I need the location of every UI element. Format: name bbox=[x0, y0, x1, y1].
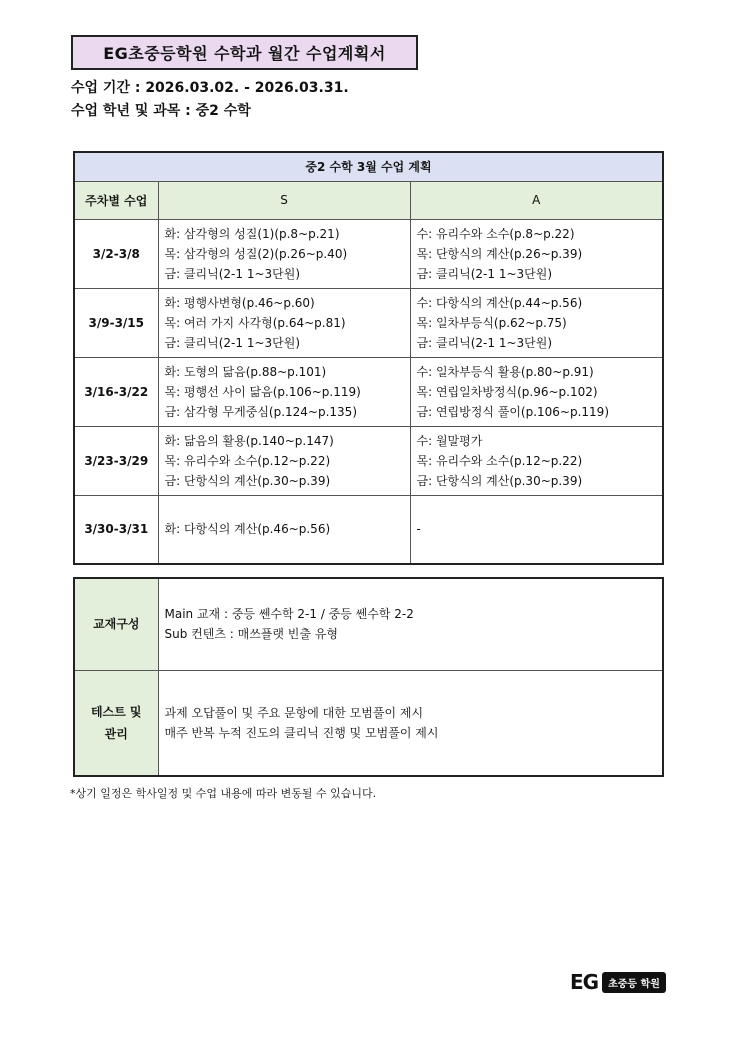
schedule-row bbox=[74, 219, 663, 288]
week-range: 3/30-3/31 bbox=[74, 495, 158, 564]
lesson-line: 목: 연립일차방정식(p.96~p.102) bbox=[416, 384, 598, 399]
management-content bbox=[158, 670, 663, 776]
lesson-line: 수: 월말평가 bbox=[416, 433, 483, 448]
schedule-row bbox=[74, 357, 663, 426]
materials-content bbox=[158, 578, 663, 670]
schedule-row bbox=[74, 288, 663, 357]
lesson-line: 금: 단항식의 계산(p.30~p.39) bbox=[416, 473, 583, 488]
lesson-line: 금: 단항식의 계산(p.30~p.39) bbox=[164, 473, 331, 488]
lesson-line: 금: 클리닉(2-1 1~3단원) bbox=[164, 266, 301, 281]
lesson-line: 목: 단항식의 계산(p.26~p.39) bbox=[416, 246, 583, 261]
management-line: 과제 오답풀이 및 주요 문항에 대한 모범풀이 제시 bbox=[164, 705, 424, 720]
lesson-line: 금: 클리닉(2-1 1~3단원) bbox=[164, 335, 301, 350]
lesson-line: 금: 클리닉(2-1 1~3단원) bbox=[416, 266, 553, 281]
lesson-line: - bbox=[416, 522, 421, 537]
week-range: 3/2-3/8 bbox=[74, 219, 158, 288]
lesson-line: 수: 유리수와 소수(p.8~p.22) bbox=[416, 226, 575, 241]
col-header-s: S bbox=[158, 181, 410, 219]
lesson-line: 목: 여러 가지 사각형(p.64~p.81) bbox=[164, 315, 346, 330]
materials-line: Main 교재 : 중등 쎈수학 2-1 / 중등 쎈수학 2-2 bbox=[164, 607, 414, 622]
lesson-line: 금: 삼각형 무게중심(p.124~p.135) bbox=[164, 404, 357, 419]
lesson-line: 목: 평행선 사이 닮음(p.106~p.119) bbox=[164, 384, 361, 399]
lesson-line: 목: 유리수와 소수(p.12~p.22) bbox=[164, 453, 331, 468]
lessons-s bbox=[158, 357, 410, 426]
week-range: 3/9-3/15 bbox=[74, 288, 158, 357]
class-period: 수업 기간 : 2026.03.02. - 2026.03.31. bbox=[71, 80, 349, 96]
lesson-line: 수: 일차부등식 활용(p.80~p.91) bbox=[416, 364, 594, 379]
lessons-a bbox=[410, 357, 663, 426]
week-range: 3/16-3/22 bbox=[74, 357, 158, 426]
lessons-a bbox=[410, 495, 663, 564]
lesson-line: 화: 도형의 닮음(p.88~p.101) bbox=[164, 364, 327, 379]
management-label-line: 테스트 및 bbox=[90, 704, 142, 719]
lesson-line: 화: 평행사변형(p.46~p.60) bbox=[164, 295, 315, 310]
lessons-a bbox=[410, 426, 663, 495]
academy-logo bbox=[570, 970, 666, 994]
management-label-line: 관리 bbox=[104, 726, 128, 741]
logo-mark: EG bbox=[570, 970, 599, 994]
management-label bbox=[74, 670, 158, 776]
schedule-row bbox=[74, 426, 663, 495]
lessons-s bbox=[158, 426, 410, 495]
lessons-s bbox=[158, 219, 410, 288]
lesson-line: 수: 다항식의 계산(p.44~p.56) bbox=[416, 295, 583, 310]
lesson-line: 화: 닮음의 활용(p.140~p.147) bbox=[164, 433, 334, 448]
lessons-a bbox=[410, 288, 663, 357]
col-header-a: A bbox=[410, 181, 663, 219]
week-range: 3/23-3/29 bbox=[74, 426, 158, 495]
schedule-table bbox=[73, 151, 664, 565]
class-subject: 수업 학년 및 과목 : 중2 수학 bbox=[71, 103, 251, 119]
schedule-title: 중2 수학 3월 수업 계획 bbox=[74, 152, 663, 181]
document-title: EG초중등학원 수학과 월간 수업계획서 bbox=[71, 35, 418, 70]
footnote: *상기 일정은 학사일정 및 수업 내용에 따라 변동될 수 있습니다. bbox=[70, 787, 377, 800]
materials-table bbox=[73, 577, 664, 777]
lesson-line: 금: 연립방정식 풀이(p.106~p.119) bbox=[416, 404, 609, 419]
lesson-line: 목: 일차부등식(p.62~p.75) bbox=[416, 315, 567, 330]
lessons-s bbox=[158, 495, 410, 564]
lesson-line: 금: 클리닉(2-1 1~3단원) bbox=[416, 335, 553, 350]
col-header-week: 주차별 수업 bbox=[74, 181, 158, 219]
management-line: 매주 반복 누적 진도의 클리닉 진행 및 모범풀이 제시 bbox=[164, 725, 439, 740]
lesson-line: 목: 삼각형의 성질(2)(p.26~p.40) bbox=[164, 246, 348, 261]
schedule-row bbox=[74, 495, 663, 564]
materials-label: 교재구성 bbox=[74, 578, 158, 670]
lesson-line: 목: 유리수와 소수(p.12~p.22) bbox=[416, 453, 583, 468]
materials-line: Sub 컨텐츠 : 매쓰플랫 빈출 유형 bbox=[164, 627, 338, 642]
logo-badge: 초중등 학원 bbox=[602, 972, 666, 993]
lessons-s bbox=[158, 288, 410, 357]
lesson-line: 화: 다항식의 계산(p.46~p.56) bbox=[164, 522, 331, 537]
lessons-a bbox=[410, 219, 663, 288]
lesson-line: 화: 삼각형의 성질(1)(p.8~p.21) bbox=[164, 226, 340, 241]
